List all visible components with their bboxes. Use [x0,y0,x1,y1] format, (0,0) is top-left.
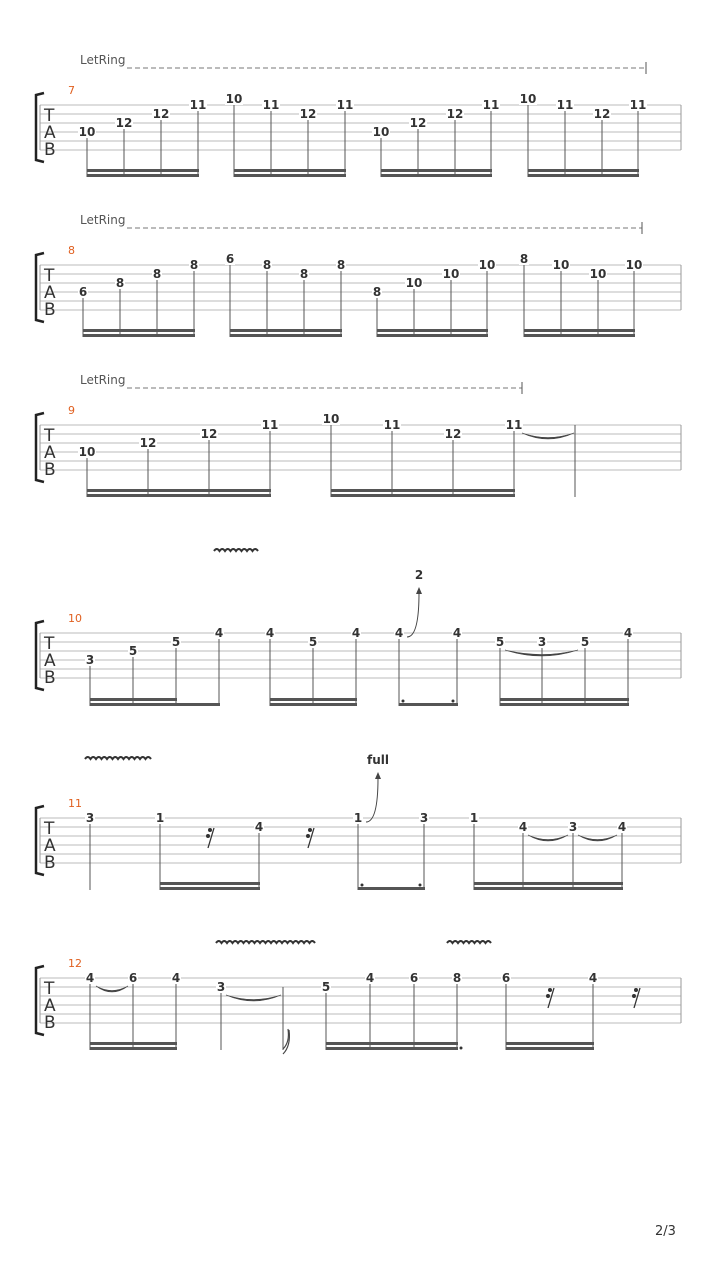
tab-clef-letter: A [44,443,56,463]
beam [230,329,342,332]
beam [528,169,639,172]
measure-number: 11 [68,797,82,810]
fret-number: 6 [409,971,419,985]
page-number: 2/3 [655,1224,676,1239]
beam [381,174,492,177]
fret-number: 1 [155,811,165,825]
bend-arrowhead [416,587,422,594]
fret-number: 11 [556,98,574,112]
duration-dot [361,884,364,887]
fret-number: 10 [372,125,390,139]
beam [524,329,635,332]
beam [381,169,492,172]
tab-clef-letter: B [44,1013,56,1033]
fret-number: 5 [580,635,590,649]
fret-number: 4 [617,820,627,834]
tab-clef-letter: T [44,819,55,839]
fret-number: 12 [409,116,427,130]
fret-number: 4 [171,971,181,985]
beam [90,1047,177,1050]
tab-clef-letter: A [44,651,56,671]
fret-number: 12 [593,107,611,121]
fret-number: 1 [469,811,479,825]
tab-clef-letter: T [44,426,55,446]
beam [331,489,515,492]
beam [234,169,346,172]
fret-number: 12 [139,436,157,450]
fret-number: 10 [442,267,460,281]
tab-clef-letter: B [44,140,56,160]
tab-system-11 [36,753,681,890]
fret-number: 4 [394,626,404,640]
tab-clef-letter: A [44,996,56,1016]
fret-number: 8 [152,267,162,281]
tab-clef-letter: T [44,979,55,999]
tab-clef-letter: T [44,106,55,126]
rest-flag [632,994,636,998]
beam [506,1042,594,1045]
beam [230,334,342,337]
beam [83,334,195,337]
fret-number: 1 [353,811,363,825]
beam [377,329,488,332]
tab-system-7 [36,53,681,177]
fret-number: 10 [552,258,570,272]
fret-number: 5 [171,635,181,649]
duration-dot [402,700,405,703]
fret-number: 10 [78,125,96,139]
beam [234,174,346,177]
beam [270,703,357,706]
fret-number: 10 [589,267,607,281]
beam [506,1047,594,1050]
fret-number: 11 [189,98,207,112]
beam [270,698,357,701]
fret-number: 6 [501,971,511,985]
fret-number: 10 [225,92,243,106]
fret-number: 12 [200,427,218,441]
bend-curve [407,593,419,637]
bend-amount: full [367,753,389,767]
let-ring-label: LetRing [80,53,126,67]
duration-dot [460,1047,463,1050]
fret-number: 8 [189,258,199,272]
beam [87,494,271,497]
fret-number: 10 [405,276,423,290]
fret-number: 3 [85,811,95,825]
beam [377,334,488,337]
fret-number: 12 [444,427,462,441]
fret-number: 4 [85,971,95,985]
fret-number: 8 [115,276,125,290]
fret-number: 11 [629,98,647,112]
fret-number: 3 [85,653,95,667]
fret-number: 4 [623,626,633,640]
fret-number: 11 [383,418,401,432]
fret-number: 4 [588,971,598,985]
beam [90,703,177,706]
fret-number: 11 [505,418,523,432]
fret-number: 10 [519,92,537,106]
bend-arrowhead [375,772,381,779]
fret-number: 8 [299,267,309,281]
beam [500,703,629,706]
tab-system-9 [36,373,681,497]
measure-number: 7 [68,84,75,97]
tab-clef-letter: A [44,283,56,303]
fret-number: 8 [336,258,346,272]
fret-number: 3 [537,635,547,649]
beam [474,882,623,885]
beam [87,169,199,172]
duration-dot [452,700,455,703]
tab-clef-letter: B [44,668,56,688]
rest-flag [548,988,552,992]
beam [90,1042,177,1045]
fret-number: 8 [262,258,272,272]
fret-number: 5 [495,635,505,649]
bend-amount: 2 [414,568,424,582]
beam [326,1042,458,1045]
tab-system-8 [36,213,681,337]
fret-number: 4 [518,820,528,834]
fret-number: 5 [308,635,318,649]
beam [83,329,195,332]
fret-number: 4 [351,626,361,640]
fret-number: 10 [78,445,96,459]
tab-clef-letter: A [44,123,56,143]
beam [474,887,623,890]
tab-clef-letter: A [44,836,56,856]
vibrato-mark [214,549,258,551]
bend-curve [366,778,378,822]
fret-number: 11 [482,98,500,112]
fret-number: 6 [225,252,235,266]
fret-number: 4 [365,971,375,985]
beam [87,489,271,492]
fret-number: 11 [336,98,354,112]
tab-clef-letter: B [44,300,56,320]
measure-number: 9 [68,404,75,417]
fret-number: 12 [115,116,133,130]
fret-number: 4 [265,626,275,640]
fret-number: 11 [262,98,280,112]
measure-number: 12 [68,957,82,970]
fret-number: 3 [419,811,429,825]
duration-dot [419,884,422,887]
fret-number: 12 [152,107,170,121]
beam [326,1047,458,1050]
tab-system-12 [36,941,681,1050]
tab-clef-letter: T [44,266,55,286]
fret-number: 12 [446,107,464,121]
fret-number: 8 [519,252,529,266]
fret-number: 6 [128,971,138,985]
vibrato-mark [447,941,491,943]
tab-system-10 [36,549,681,706]
fret-number: 10 [322,412,340,426]
fret-number: 10 [625,258,643,272]
rest-flag [546,994,550,998]
fret-number: 11 [261,418,279,432]
tab-clef-letter: B [44,853,56,873]
rest-flag [208,828,212,832]
rest-flag [306,834,310,838]
fret-number: 5 [321,980,331,994]
systems-layer [36,53,681,1054]
fret-number: 3 [216,980,226,994]
fret-number: 12 [299,107,317,121]
fret-number: 4 [254,820,264,834]
beam [528,174,639,177]
tab-clef-letter: B [44,460,56,480]
rest-flag [308,828,312,832]
beam [500,698,629,701]
beam [524,334,635,337]
fret-number: 4 [214,626,224,640]
rest-flag [206,834,210,838]
rest-flag [634,988,638,992]
beam [90,698,177,701]
beam [331,494,515,497]
beam [399,703,458,706]
beam [87,174,199,177]
beam [160,882,260,885]
tab-clef-letter: T [44,634,55,654]
beam [160,887,260,890]
fret-number: 6 [78,285,88,299]
measure-number: 10 [68,612,82,625]
fret-number: 4 [452,626,462,640]
let-ring-label: LetRing [80,213,126,227]
vibrato-mark [216,941,315,943]
beam [358,887,425,890]
fret-number: 8 [372,285,382,299]
fret-number: 8 [452,971,462,985]
let-ring-label: LetRing [80,373,126,387]
fret-number: 5 [128,644,138,658]
vibrato-mark [85,757,151,759]
fret-number: 3 [568,820,578,834]
measure-number: 8 [68,244,75,257]
fret-number: 10 [478,258,496,272]
